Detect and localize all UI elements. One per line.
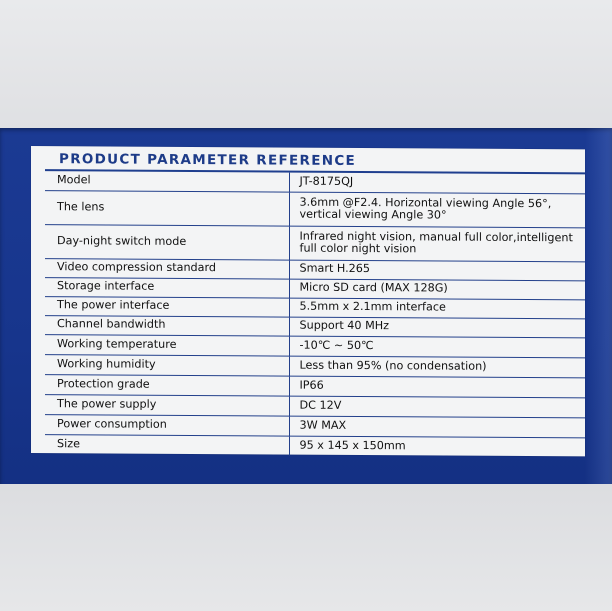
param-label: Working humidity <box>45 354 289 375</box>
param-value: Micro SD card (MAX 128G) <box>289 279 585 300</box>
param-value: Less than 95% (no condensation) <box>289 356 585 378</box>
param-value: 5.5mm x 2.1mm interface <box>289 298 585 319</box>
param-label: Day-night switch mode <box>45 224 289 259</box>
label-title: PRODUCT PARAMETER REFERENCE <box>59 151 357 169</box>
param-value: JT-8175QJ <box>289 173 585 194</box>
param-label: Power consumption <box>45 414 289 435</box>
param-label: The power interface <box>45 296 289 316</box>
param-label: Channel bandwidth <box>45 315 289 335</box>
param-value: Support 40 MHz <box>289 317 585 338</box>
param-value: 95 x 145 x 150mm <box>299 438 406 453</box>
param-label: Video compression standard <box>45 258 289 278</box>
parameter-label <box>31 146 585 456</box>
param-value: Infrared night vision, manual full color,intelligent full color night vision <box>289 226 585 262</box>
param-label: The power supply <box>45 394 289 415</box>
param-label: The lens <box>45 190 289 225</box>
parameter-table <box>45 171 585 457</box>
param-label: Working temperature <box>45 334 289 355</box>
table-row <box>45 190 585 227</box>
param-value: -10℃ ~ 50℃ <box>289 336 585 358</box>
param-value: DC 12V <box>289 396 585 418</box>
background-bottom <box>0 484 612 611</box>
param-value: IP66 <box>289 376 585 398</box>
param-value: 3.6mm @F2.4. Horizontal viewing Angle 56°, vertical viewing Angle 30° <box>289 192 585 228</box>
param-label: Size <box>45 434 289 455</box>
param-label: Model <box>45 171 289 191</box>
table-row <box>45 224 585 261</box>
param-value: Smart H.265 <box>289 260 585 281</box>
param-value: 3W MAX <box>289 416 585 438</box>
param-label: Protection grade <box>45 374 289 395</box>
background-top <box>0 0 612 130</box>
box-edge-highlight <box>585 128 612 486</box>
table-row <box>45 434 585 457</box>
param-label: Storage interface <box>45 277 289 297</box>
